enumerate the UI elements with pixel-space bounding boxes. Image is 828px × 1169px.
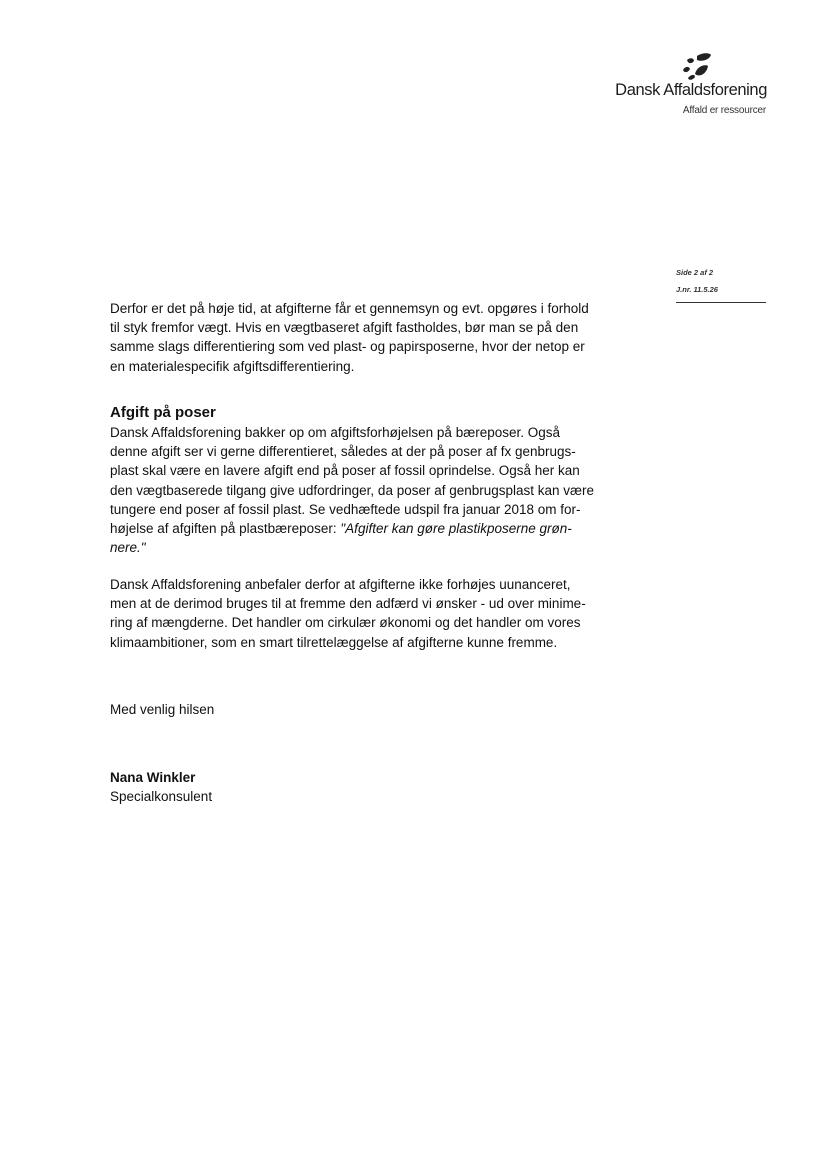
signatory-name: Nana Winkler: [110, 770, 196, 785]
section-heading: Afgift på poser: [110, 404, 216, 421]
document-meta: [676, 264, 718, 298]
page-number: Side 2 af 2: [676, 268, 714, 277]
text-line: klimaambitioner, som en smart tilrettelæggelse af afgifterne kunne fremme.: [110, 634, 558, 650]
quoted-title-continuation: nere.": [110, 540, 146, 556]
journal-number: J.nr. 11.5.26: [676, 285, 718, 294]
signatory-title: Specialkonsulent: [110, 789, 213, 804]
text-line: men at de derimod bruges til at fremme den adfærd vi ønsker - ud over minime-: [110, 596, 586, 612]
text-line: Dansk Affaldsforening anbefaler derfor at afgifterne ikke forhøjes uunanceret,: [110, 577, 571, 592]
text-line: en materialespecifik afgiftsdifferentiering.: [110, 358, 355, 374]
text-line: ring af mængderne. Det handler om cirkulær økonomi og det handler om vores: [110, 615, 581, 631]
meta-divider: [676, 302, 766, 303]
quoted-title: "Afgifter kan gøre plastikposerne grøn-: [340, 521, 572, 537]
text-line: Derfor er det på høje tid, at afgifterne får et gennemsyn og evt. opgøres i forhold: [110, 301, 589, 316]
text-line: Dansk Affaldsforening bakker op om afgiftsforhøjelsen på bæreposer. Også: [110, 425, 561, 440]
text-line: denne afgift ser vi gerne differentieret, således at der på poser af fx genbrugs-: [110, 444, 576, 460]
text-line: til styk fremfor vægt. Hvis en vægtbaseret afgift fastholdes, bør man se på den: [110, 320, 579, 336]
text-line: [110, 519, 610, 538]
closing-greeting: Med venlig hilsen: [110, 702, 215, 717]
text-line: den vægtbaserede tilgang give udfordringer, da poser af genbrugsplast kan være: [110, 482, 595, 498]
text-fragment: højelse af afgiften på plastbæreposer:: [110, 521, 341, 537]
organization-tagline: Affald er ressourcer: [682, 105, 766, 116]
paragraph-recommendation: [110, 575, 610, 652]
paragraph-weight-based-fees: [110, 299, 610, 376]
organization-name: Dansk Affaldsforening: [615, 81, 767, 99]
text-line: plast skal være en lavere afgift end på poser af fossil oprindelse. Også her kan: [110, 463, 580, 479]
text-line: samme slags differentiering som ved plast- og papirsposerne, hvor der netop er: [110, 339, 585, 355]
paragraph-bag-fees: [110, 423, 610, 557]
leaves-icon: [677, 52, 713, 82]
text-line: tungere end poser af fossil plast. Se vedhæftede udspil fra januar 2018 om for-: [110, 501, 581, 517]
